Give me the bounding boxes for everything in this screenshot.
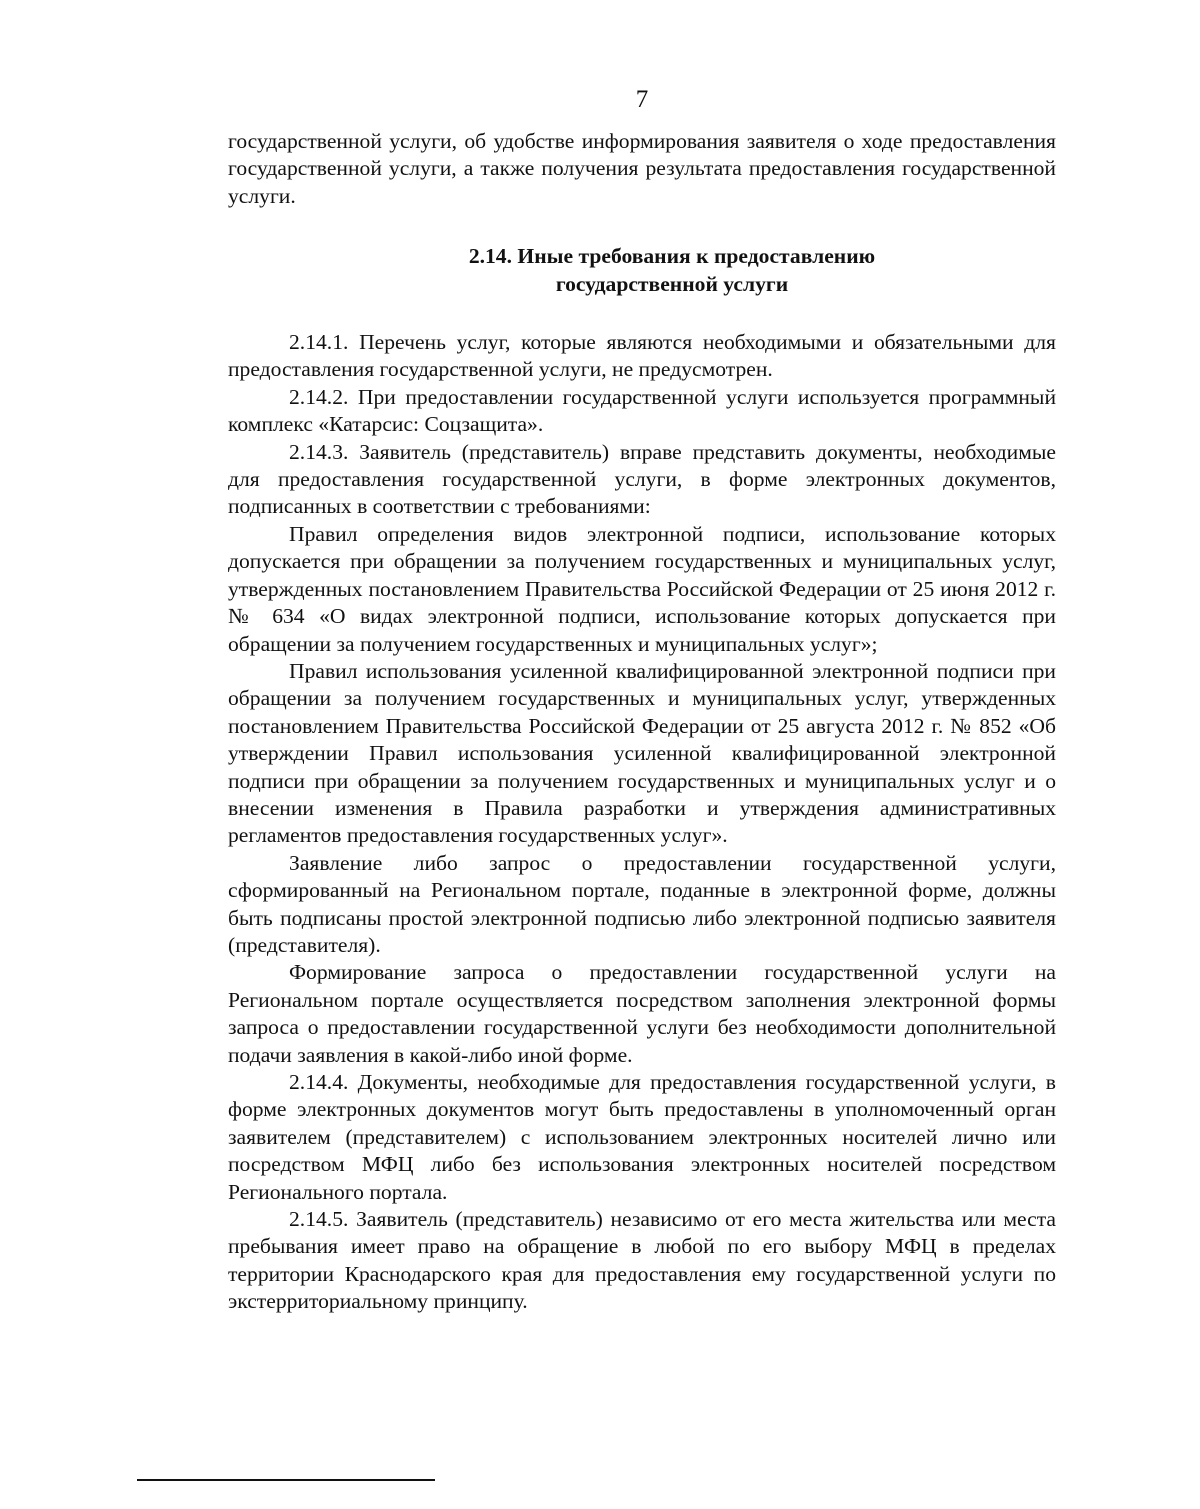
paragraph-2-14-4: 2.14.4. Документы, необходимые для предоставления государственной услуги, в форме электронных документов могут быть предоставлены в уполномоченный орган заявителем (представителем) с использованием электронных носителей лично или посредством МФЦ либо без использования электронных носителей посредством Регионального портала. [228, 1070, 1056, 1204]
page-number: 7 [635, 86, 649, 113]
footnote-divider [137, 1479, 435, 1481]
section-heading-line-1: 2.14. Иные требования к предоставлению [468, 244, 876, 269]
paragraph-2-14-3: 2.14.3. Заявитель (представитель) вправе представить документы, необходимые для предоставления государственной услуги, в форме электронных документов, подписанных в соответствии с требованиями: [228, 439, 1056, 519]
document-body [228, 128, 1056, 1316]
paragraph-2-14-5: 2.14.5. Заявитель (представитель) независимо от его места жительства или места пребывания имеет право на обращение в любой по его выбору МФЦ в пределах территории Краснодарского края для предоставления ему государственной услуги по экстерриториальному принципу. [228, 1207, 1056, 1314]
intro-paragraph: государственной услуги, об удобстве информирования заявителя о ходе предоставления государственной услуги, а также получения результата предоставления государственной услуги. [228, 129, 1056, 208]
paragraph-signature-requirement: Заявление либо запрос о предоставлении государственной услуги, сформированный на Региональном портале, поданные в электронной форме, должны быть подписаны простой электронной подписью либо электронной подписью заявителя (представителя). [228, 850, 1056, 957]
section-heading-line-2: государственной услуги [555, 271, 789, 296]
paragraph-2-14-1: 2.14.1. Перечень услуг, которые являются необходимыми и обязательными для предоставления государственной услуги, не предусмотрен. [228, 330, 1056, 382]
paragraph-rules-634: Правил определения видов электронной подписи, использование которых допускается при обращении за получением государственных и муниципальных услуг, утвержденных постановлением Правительства Российской Федерации от 25 июня 2012 г. № 634 «О видах электронной подписи, использование которых допускается при обращении за получением государственных и муниципальных услуг»; [228, 521, 1056, 656]
paragraph-rules-852: Правил использования усиленной квалифицированной электронной подписи при обращении за получением государственных и муниципальных услуг, утвержденных постановлением Правительства Российской Федерации от 25 августа 2012 г. № 852 «Об утверждении Правил использования усиленной квалифицированной электронной подписи при обращении за получением государственных и муниципальных услуг и о внесении изменения в Правила разработки и утверждения административных регламентов предоставления государственных услуг». [228, 658, 1056, 848]
paragraph-2-14-2: 2.14.2. При предоставлении государственной услуги используется программный комплекс «Катарсис: Соцзащита». [228, 384, 1056, 437]
section-heading [228, 243, 1056, 298]
paragraph-request-formation: Формирование запроса о предоставлении государственной услуги на Региональном портале осуществляется посредством заполнения электронной формы запроса о предоставлении государственной услуги без необходимости дополнительной подачи заявления в какой-либо иной форме. [228, 960, 1056, 1067]
